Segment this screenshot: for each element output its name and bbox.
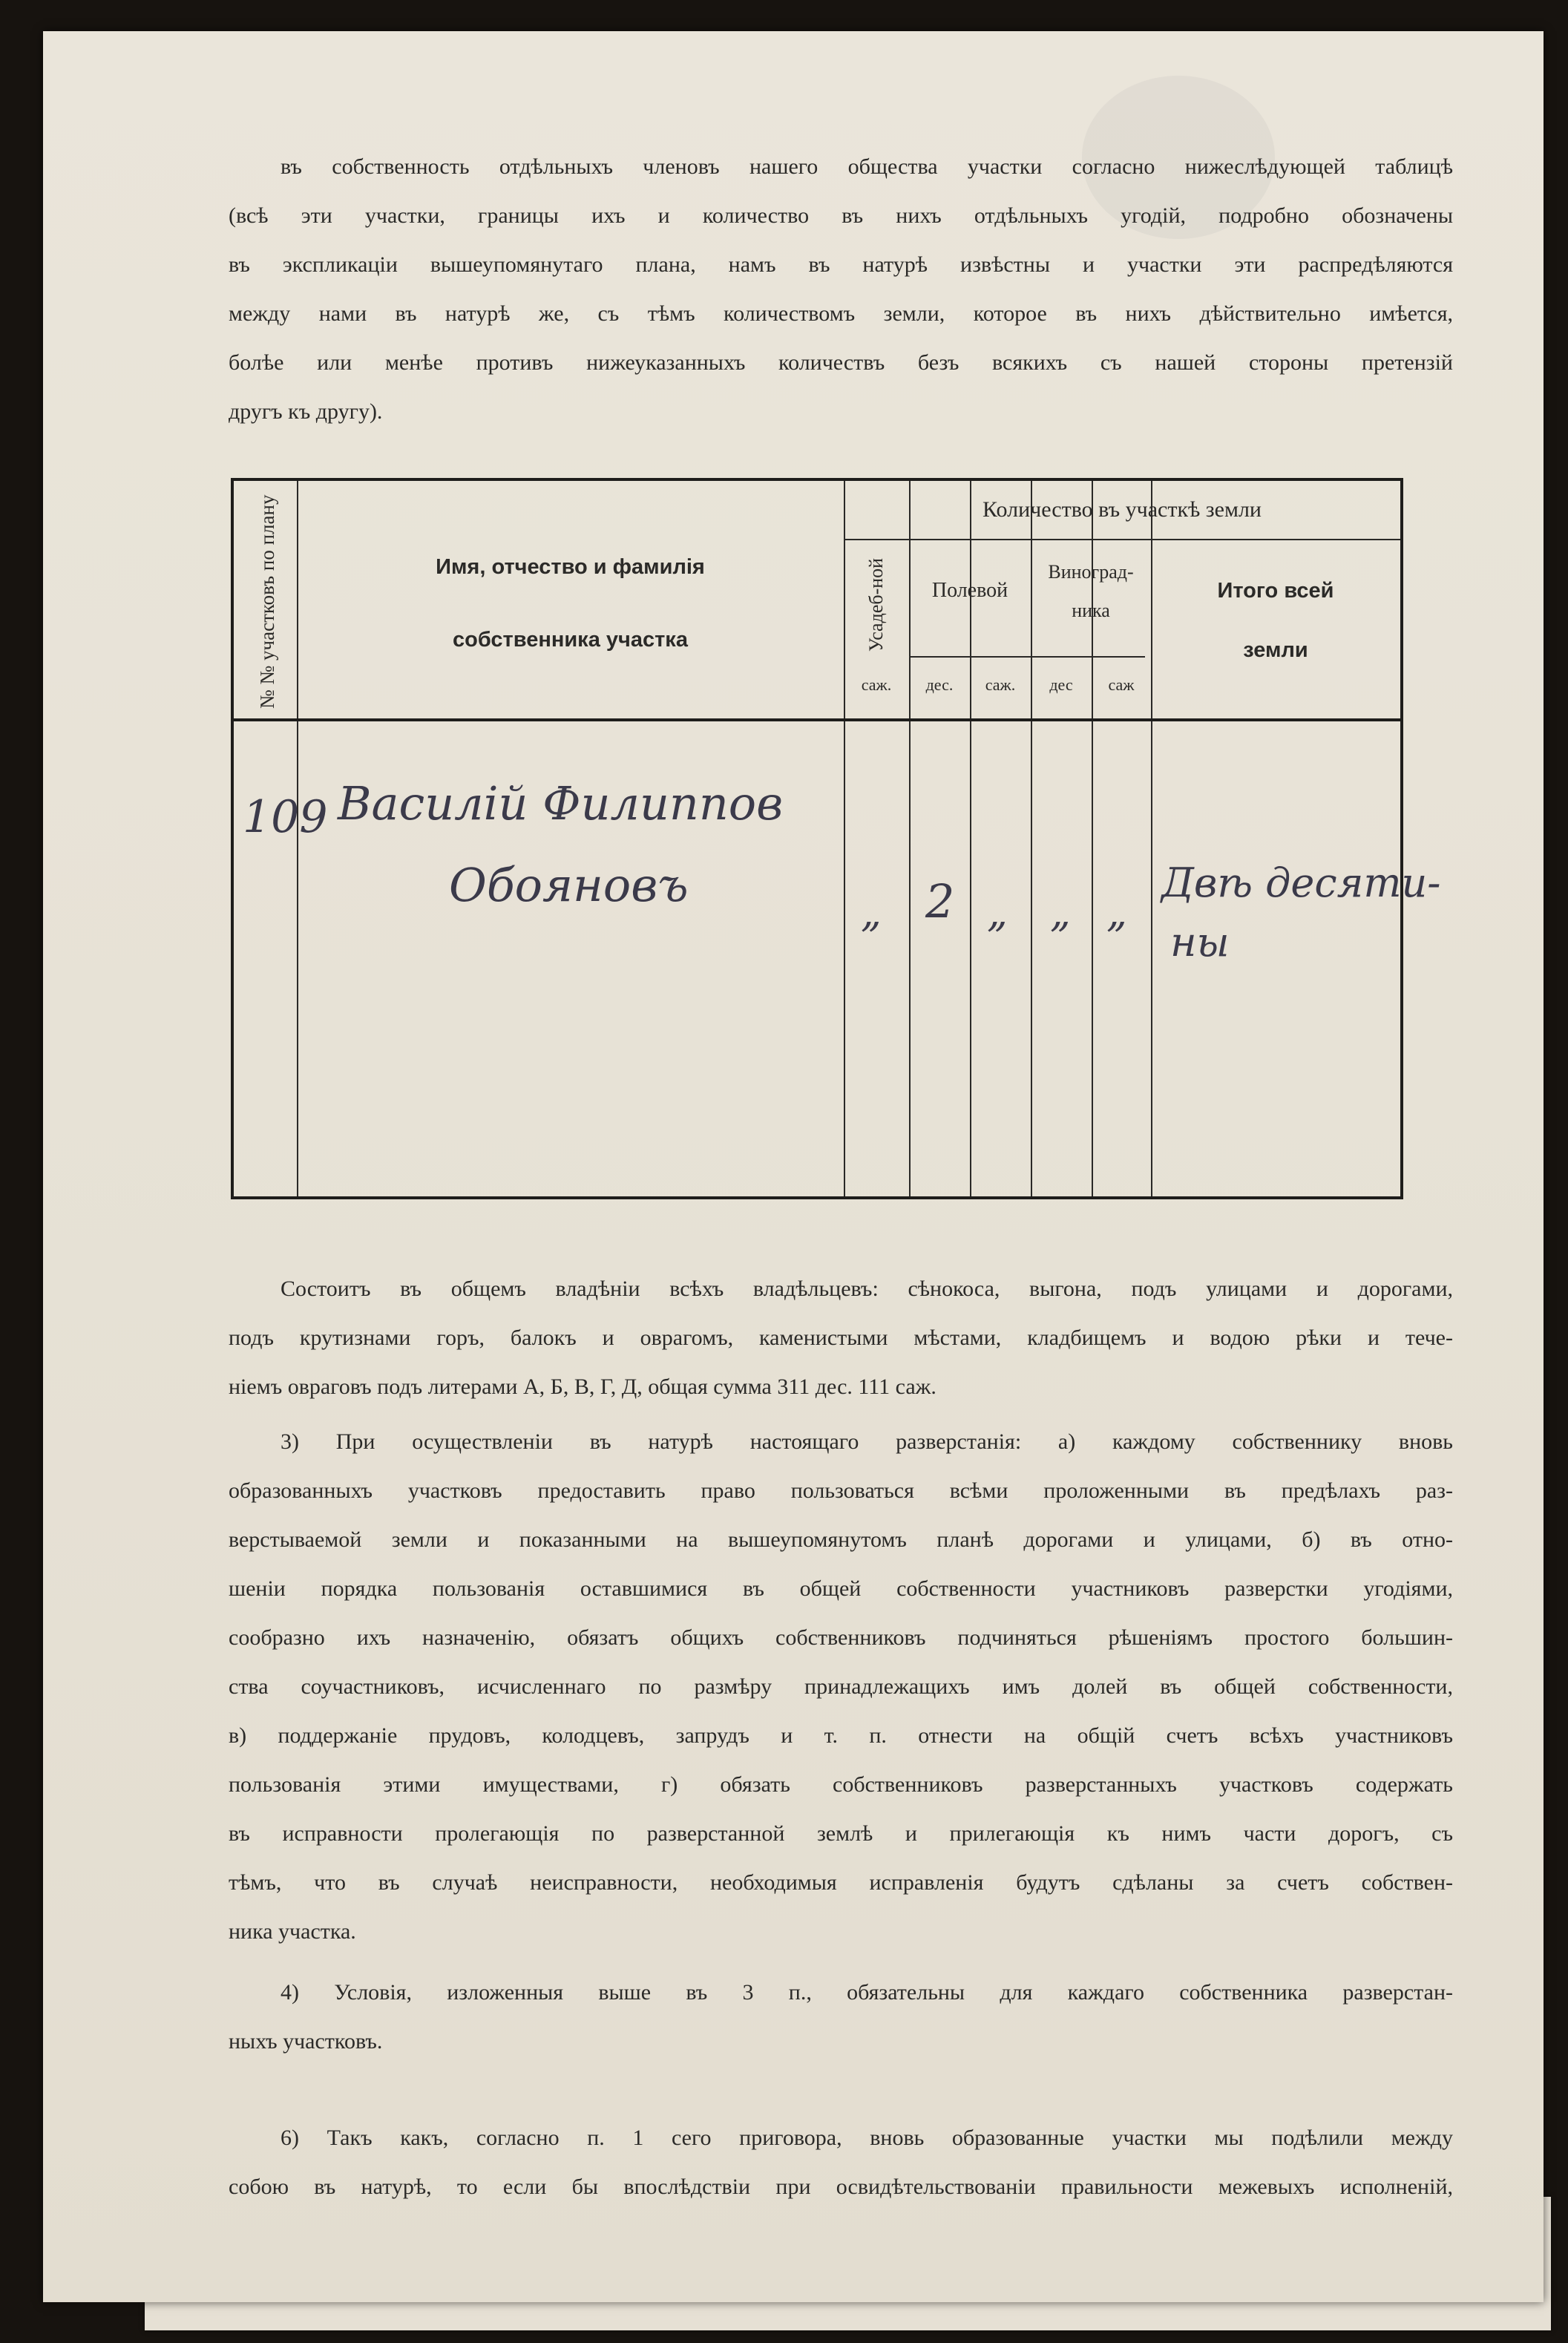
common-ownership-paragraph: [229, 1265, 1453, 1412]
row-total: Двѣ десяти-: [1161, 859, 1441, 906]
row-owner-name: Василій Филиппов: [338, 776, 784, 830]
text-line: (всѣ эти участки, границы ихъ и количество въ нихъ отдѣльныхъ угодій, подробно обозначены: [229, 203, 1453, 228]
owner-header-line2: собственника участка: [453, 628, 688, 652]
row-total-cont: ны: [1170, 919, 1230, 966]
row-vine-des: „: [1050, 889, 1071, 936]
text-line: другъ къ другу).: [229, 399, 383, 424]
unit-label: саж: [1108, 675, 1135, 694]
total-header-line1: Итого всей: [1217, 579, 1334, 603]
text-line: образованныхъ участковъ предоставить право пользоваться всѣми проложенными въ предѣлахъ раз-: [229, 1478, 1453, 1503]
text-line: верстываемой земли и показанными на вышеупомянутомъ планѣ дорогами и улицами, б) въ отно-: [229, 1527, 1453, 1552]
text-line: собою въ натурѣ, то если бы впослѣдствіи при освидѣтельствованіи правильности межевыхъ исполненій,: [229, 2175, 1453, 2199]
homestead-header: Усадеб-ной: [865, 557, 887, 652]
text-line: ника участка.: [229, 1919, 356, 1944]
group-header: Количество въ участкѣ земли: [983, 497, 1262, 522]
intro-paragraph: [229, 142, 1453, 436]
unit-label: дес: [1049, 675, 1073, 694]
clause-3-paragraph: [229, 1418, 1453, 1956]
row-owner-surname: Обояновъ: [449, 858, 689, 912]
text-line: сообразно ихъ назначенію, обязатъ общихъ собственниковъ подчиняться рѣшеніямъ простого большин-: [229, 1625, 1453, 1650]
owner-header-line1: Имя, отчество и фамилія: [436, 555, 705, 579]
text-line: ніемъ овраговъ подъ литерами А, Б, В, Г, Д, общая сумма 311 дес. 111 саж.: [229, 1374, 936, 1399]
text-line: подъ крутизнами горъ, балокъ и оврагомъ, каменистыми мѣстами, кладбищемъ и водою рѣки и тече-: [229, 1325, 1453, 1350]
text-line: въ собственность отдѣльныхъ членовъ нашего общества участки согласно нижеслѣдующей таблицѣ: [281, 154, 1453, 179]
text-line: Состоитъ въ общемъ владѣніи всѣхъ владѣльцевъ: сѣнокоса, выгона, подъ улицами и дорогами,: [281, 1277, 1453, 1301]
vineyard-header-line1: Виноград-: [1048, 561, 1134, 583]
row-plot-number: 109: [243, 791, 328, 843]
land-allocation-table: [231, 478, 1441, 1199]
row-field-sazh: „: [987, 889, 1008, 936]
text-line: 3) При осуществленіи въ натурѣ настоящаго разверстанія: а) каждому собственнику вновь: [281, 1429, 1453, 1454]
text-line: 6) Такъ какъ, согласно п. 1 сего приговора, вновь образованные участки мы подѣлили между: [281, 2126, 1453, 2150]
clause-4-paragraph: [229, 1968, 1453, 2066]
row-field-des: 2: [925, 874, 955, 928]
text-line: в) поддержаніе прудовъ, колодцевъ, запрудъ и т. п. отнести на общій счетъ всѣхъ участниковъ: [229, 1723, 1453, 1748]
text-line: въ экспликаціи вышеупомянутаго плана, намъ въ натурѣ извѣстны и участки эти распредѣляются: [229, 252, 1453, 277]
text-line: ныхъ участковъ.: [229, 2029, 383, 2054]
text-line: шеніи порядка пользованія оставшимися въ общей собственности участниковъ разверстки угодіями,: [229, 1576, 1453, 1601]
unit-label: саж.: [985, 675, 1016, 694]
text-line: въ исправности пролегающія по разверстанной землѣ и прилегающія къ нимъ части дорогъ, съ: [229, 1821, 1453, 1846]
plot-number-header: № № участковъ по плану: [256, 494, 278, 709]
row-homestead: „: [861, 889, 882, 936]
field-header: Полевой: [931, 579, 1008, 602]
text-line: 4) Условія, изложенныя выше въ 3 п., обязательны для каждаго собственника разверстан-: [281, 1980, 1453, 2005]
unit-label: саж.: [861, 675, 892, 694]
document-page: [43, 31, 1544, 2302]
text-line: ства соучастниковъ, исчисленнаго по размѣру принадлежащихъ имъ долей въ общей собственности,: [229, 1674, 1453, 1699]
clause-6-paragraph: [229, 2114, 1453, 2212]
text-line: пользованія этими имуществами, г) обязать собственниковъ разверстанныхъ участковъ содержать: [229, 1772, 1453, 1797]
vineyard-header-line2: ника: [1072, 600, 1110, 621]
total-header-line2: земли: [1243, 638, 1308, 662]
text-line: тѣмъ, что въ случаѣ неисправности, необходимыя исправленія будутъ сдѣланы за счетъ собствен-: [229, 1870, 1453, 1895]
text-line: болѣе или менѣе противъ нижеуказанныхъ количествъ безъ всякихъ съ нашей стороны претензій: [229, 350, 1453, 375]
text-line: между нами въ натурѣ же, съ тѣмъ количествомъ земли, которое въ нихъ дѣйствительно имѣется,: [229, 301, 1453, 326]
unit-label: дес.: [925, 675, 954, 694]
row-vine-sazh: „: [1106, 889, 1127, 936]
